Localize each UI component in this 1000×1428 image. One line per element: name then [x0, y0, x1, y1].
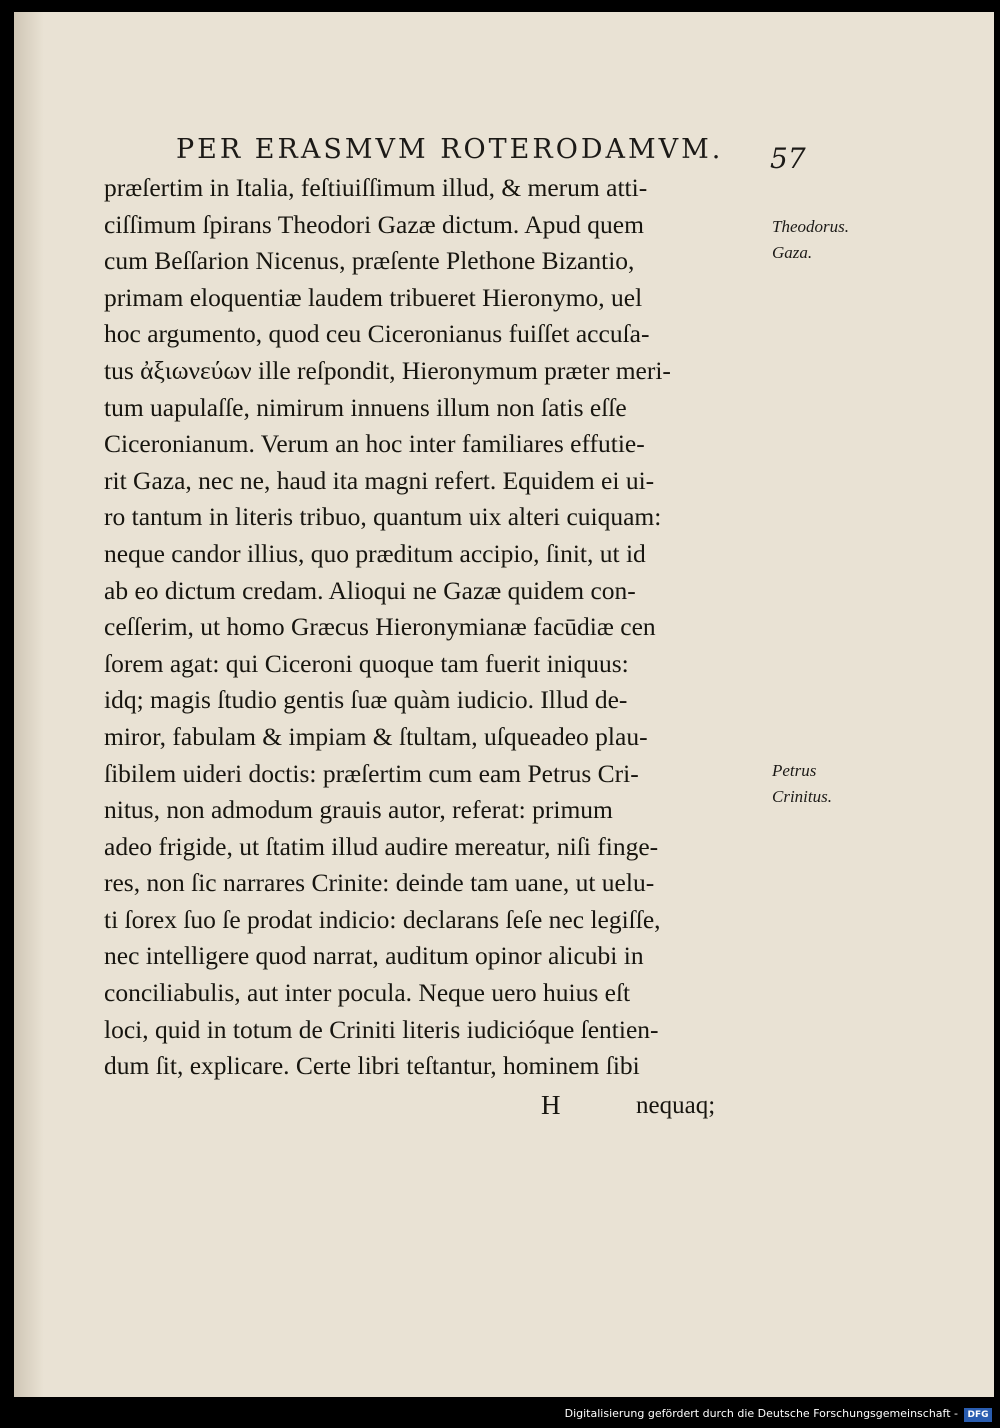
text-line: idq; magis ſtudio gentis ſuæ quàm iudicio. Illud de- — [104, 685, 628, 715]
text-line: miror, fabulam & impiam & ſtultam, uſqueadeo plau- — [104, 721, 648, 751]
page-number: 57 — [770, 142, 806, 175]
text-line: neque candor illius, quo præditum accipio, ſinit, ut id — [104, 538, 646, 568]
credit-bar — [0, 1397, 1000, 1428]
text-line: hoc argumento, quod ceu Ciceronianus fuiſſet accuſa- — [104, 319, 650, 349]
text-line: ab eo dictum credam. Alioqui ne Gazæ quidem con- — [104, 575, 636, 605]
text-line: nitus, non admodum grauis autor, referat: primum — [104, 795, 613, 825]
text-line: cum Beſſarion Nicenus, præſente Plethone Bizantio, — [104, 246, 635, 276]
dfg-logo-icon: DFG — [964, 1408, 992, 1422]
running-head: PER ERASMVM ROTERODAMVM. — [176, 134, 724, 165]
margin-note-line: Petrus — [772, 761, 817, 780]
text-line: loci, quid in totum de Criniti literis iudicióque ſentien- — [104, 1014, 659, 1044]
credit-text: Digitalisierung gefördert durch die Deutsche Forschungsgemeinschaft - — [564, 1407, 958, 1420]
signature-mark: H — [541, 1090, 561, 1120]
text-line: præſertim in Italia, feſtiuiſſimum illud, & merum atti- — [104, 173, 648, 202]
text-line: ſibilem uideri doctis: præſertim cum eam Petrus Cri- — [104, 758, 639, 788]
text-line: tum uapulaſſe, nimirum innuens illum non ſatis eſſe — [104, 392, 627, 422]
text-line: adeo frigide, ut ſtatim illud audire mereatur, niſi finge- — [104, 831, 659, 861]
text-line: ti ſorex ſuo ſe prodat indicio: declarans ſeſe nec legiſſe, — [104, 904, 661, 934]
text-line: rit Gaza, nec ne, haud ita magni refert. Equidem ei ui- — [104, 465, 655, 495]
text-line: conciliabulis, aut inter pocula. Neque uero huius eſt — [104, 978, 631, 1008]
text-line: nec intelligere quod narrat, auditum opinor alicubi in — [104, 941, 644, 971]
margin-note-line: Theodorus. — [772, 217, 849, 236]
body-text — [104, 170, 774, 1085]
text-line: res, non ſic narrares Crinite: deinde tam uane, ut uelu- — [104, 868, 655, 898]
margin-note-theodorus — [772, 214, 849, 266]
margin-note-line: Crinitus. — [772, 787, 832, 806]
page-gutter-shadow — [14, 12, 44, 1397]
margin-note-petrus — [772, 758, 832, 810]
text-line: ciſſimum ſpirans Theodori Gazæ dictum. Apud quem — [104, 209, 644, 239]
text-line: primam eloquentiæ laudem tribueret Hieronymo, uel — [104, 282, 643, 312]
text-line: tus ἀξιωνεύων ille reſpondit, Hieronymum præter meri- — [104, 355, 671, 385]
catchword: nequaq; — [636, 1092, 716, 1119]
margin-note-line: Gaza. — [772, 243, 813, 262]
text-line: ſorem agat: qui Ciceroni quoque tam fuerit iniquus: — [104, 648, 629, 678]
text-line: ceſſerim, ut homo Græcus Hieronymianæ facūdiæ cen — [104, 612, 656, 642]
text-line: dum ſit, explicare. Certe libri teſtantur, hominem ſibi — [104, 1051, 640, 1081]
text-line: Ciceronianum. Verum an hoc inter familiares effutie- — [104, 429, 645, 459]
text-line: ro tantum in literis tribuo, quantum uix alteri cuiquam: — [104, 502, 662, 532]
book-page — [14, 12, 994, 1397]
